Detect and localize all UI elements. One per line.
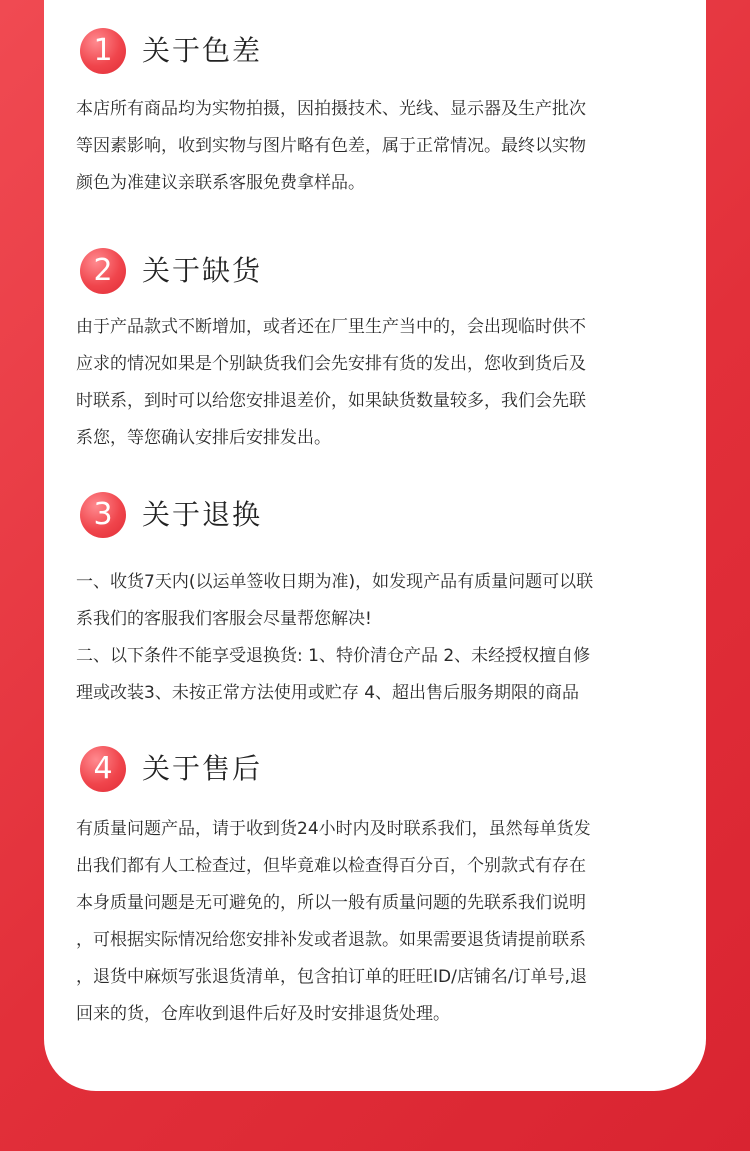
section-body bbox=[76, 91, 686, 202]
section-title: 关于售后 bbox=[142, 752, 263, 785]
number-badge: 2 bbox=[80, 248, 126, 294]
section-body bbox=[76, 811, 686, 1033]
section-after-sales bbox=[76, 746, 686, 1033]
section-body bbox=[76, 564, 686, 712]
section-header bbox=[76, 248, 686, 300]
number-badge: 3 bbox=[80, 492, 126, 538]
body-line: 系我们的客服我们客服会尽量帮您解决! bbox=[76, 609, 372, 629]
section-out-of-stock bbox=[76, 248, 686, 457]
body-line: 出我们都有人工检查过，但毕竟难以检查得百分百，个别款式有存在 bbox=[76, 856, 586, 876]
body-line: ，可根据实际情况给您安排补发或者退款。如果需要退货请提前联系 bbox=[76, 930, 586, 950]
number-badge: 1 bbox=[80, 28, 126, 74]
body-line: 系您，等您确认安排后安排发出。 bbox=[76, 428, 331, 448]
body-line: 理或改装3、未按正常方法使用或贮存 4、超出售后服务期限的商品 bbox=[76, 683, 580, 703]
number-badge: 4 bbox=[80, 746, 126, 792]
body-line: 应求的情况如果是个别缺货我们会先安排有货的发出，您收到货后及 bbox=[76, 354, 586, 374]
body-line: 二、以下条件不能享受退换货: 1、特价清仓产品 2、未经授权擅自修 bbox=[76, 646, 591, 666]
body-line: 由于产品款式不断增加，或者还在厂里生产当中的，会出现临时供不 bbox=[76, 317, 586, 337]
body-line: 等因素影响，收到实物与图片略有色差，属于正常情况。最终以实物 bbox=[76, 136, 586, 156]
body-line: 一、收货7天内(以运单签收日期为准)，如发现产品有质量问题可以联 bbox=[76, 572, 594, 592]
section-title: 关于色差 bbox=[142, 34, 263, 67]
section-header bbox=[76, 28, 686, 80]
body-line: 本身质量问题是无可避免的，所以一般有质量问题的先联系我们说明 bbox=[76, 893, 586, 913]
body-line: 颜色为准建议亲联系客服免费拿样品。 bbox=[76, 173, 365, 193]
body-line: 本店所有商品均为实物拍摄，因拍摄技术、光线、显示器及生产批次 bbox=[76, 99, 586, 119]
section-header bbox=[76, 492, 686, 544]
body-line: 回来的货，仓库收到退件后好及时安排退货处理。 bbox=[76, 1004, 450, 1024]
section-color-difference bbox=[76, 28, 686, 202]
body-line: ，退货中麻烦写张退货清单，包含拍订单的旺旺ID/店铺名/订单号,退 bbox=[76, 967, 587, 987]
section-returns bbox=[76, 492, 686, 712]
body-line: 有质量问题产品，请于收到货24小时内及时联系我们，虽然每单货发 bbox=[76, 819, 591, 839]
section-title: 关于退换 bbox=[142, 498, 263, 531]
section-header bbox=[76, 746, 686, 798]
section-body bbox=[76, 309, 686, 457]
body-line: 时联系，到时可以给您安排退差价，如果缺货数量较多，我们会先联 bbox=[76, 391, 586, 411]
section-title: 关于缺货 bbox=[142, 254, 263, 287]
